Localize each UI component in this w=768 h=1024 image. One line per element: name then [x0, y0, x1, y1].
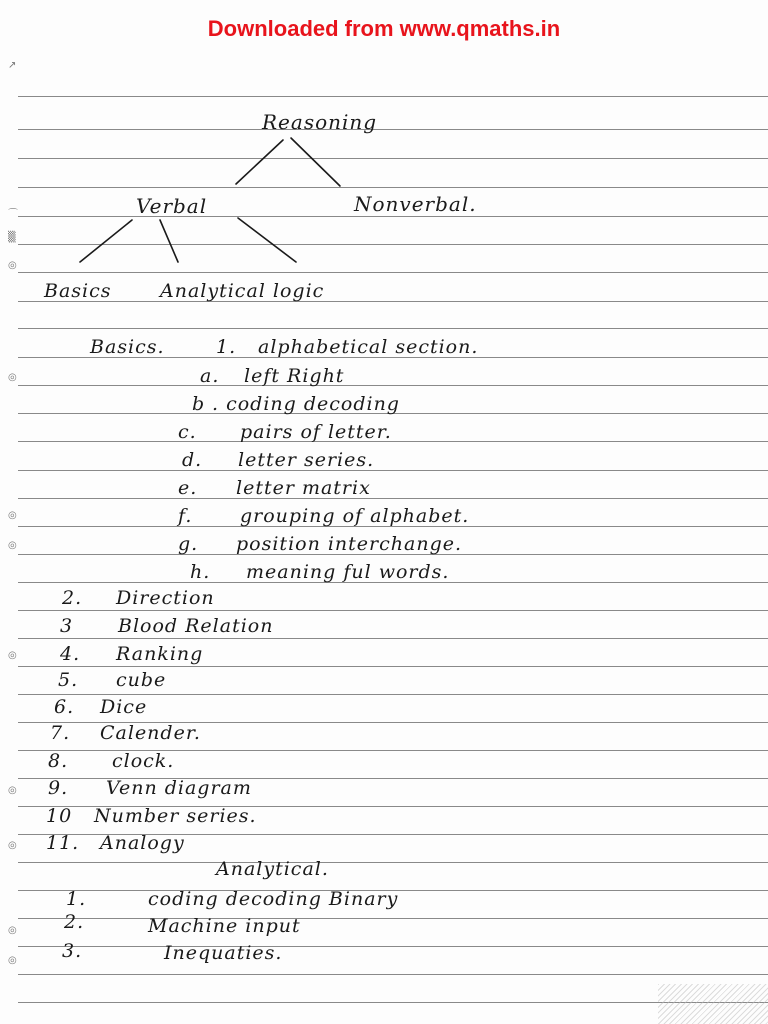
item-label: Blood Relation [118, 615, 274, 637]
tree-root-label: Reasoning [262, 110, 378, 134]
margin-mark-icon: ◎ [8, 260, 17, 271]
ruled-line [18, 328, 768, 329]
subitem-label: pairs of letter. [240, 421, 392, 443]
subitem-letter: b [192, 393, 206, 415]
item-label: Calender. [100, 722, 201, 744]
item-number: 11. [46, 832, 80, 854]
subitem-label: meaning ful words. [246, 561, 450, 583]
tree-analytical-logic-label: Analytical logic [160, 280, 325, 302]
subitem-label: left Right [244, 365, 345, 387]
item-number: 2. [62, 587, 83, 609]
ruled-line [18, 441, 768, 442]
ruled-line [18, 946, 768, 947]
margin-mark-icon: ◎ [8, 785, 17, 796]
basics-item-number: 1. [216, 336, 237, 358]
item-number: 7. [50, 722, 71, 744]
item-label: Number series. [94, 805, 257, 827]
item-label: Venn diagram [106, 777, 252, 799]
analytical-item-label: Inequaties. [164, 942, 283, 964]
item-label: Ranking [116, 643, 204, 665]
ruled-line [18, 862, 768, 863]
tree-verbal-label: Verbal [136, 194, 208, 218]
subitem-label: . coding decoding [212, 393, 400, 415]
margin-mark-icon: ⌒ [8, 209, 18, 220]
ruled-line [18, 385, 768, 386]
subitem-letter: a. [200, 365, 220, 387]
analytical-item-label: Machine input [148, 915, 301, 937]
analytical-item-number: 1. [66, 888, 87, 910]
subitem-letter: e. [178, 477, 198, 499]
subitem-letter: h. [190, 561, 211, 583]
margin-mark-icon: ◎ [8, 840, 17, 851]
ruled-line [18, 470, 768, 471]
subitem-letter: d. [182, 449, 203, 471]
basics-heading: Basics. [90, 336, 165, 358]
margin-mark-icon: ▒ [8, 232, 16, 243]
item-number: 10 [46, 805, 73, 827]
margin-mark-icon: ◎ [8, 510, 17, 521]
ruled-line [18, 1002, 768, 1003]
margin-mark-icon: ◎ [8, 925, 17, 936]
item-number: 8. [48, 750, 69, 772]
analytical-item-label: coding decoding Binary [148, 888, 399, 910]
item-label: cube [116, 669, 167, 691]
subitem-letter: f. [178, 505, 193, 527]
margin-mark-icon: ◎ [8, 540, 17, 551]
analytical-item-number: 2. [64, 911, 85, 933]
tree-basics-label: Basics [44, 280, 112, 302]
basics-item-label: alphabetical section. [258, 336, 479, 358]
ruled-line [18, 974, 768, 975]
scan-shadow [658, 984, 768, 1024]
ruled-line [18, 918, 768, 919]
item-label: clock. [112, 750, 175, 772]
item-number: 4. [60, 643, 81, 665]
ruled-line [18, 498, 768, 499]
item-label: Analogy [100, 832, 185, 854]
tree-line-verbal-basics [80, 220, 132, 262]
item-number: 9. [48, 777, 69, 799]
tree-line-verbal-logic [238, 218, 296, 262]
tree-line-root-nonverbal [291, 138, 340, 186]
ruled-line [18, 638, 768, 639]
item-number: 3 [60, 615, 74, 637]
subitem-label: position interchange. [236, 533, 463, 555]
subitem-label: letter series. [238, 449, 375, 471]
subitem-letter: g. [178, 533, 199, 555]
analytical-heading: Analytical. [216, 858, 329, 880]
item-number: 6. [54, 696, 75, 718]
subitem-label: letter matrix [236, 477, 371, 499]
download-notice: Downloaded from www.qmaths.in [207, 16, 561, 41]
ruled-line [18, 301, 768, 302]
ruled-line [18, 610, 768, 611]
item-number: 5. [58, 669, 79, 691]
margin-mark-icon: ↗ [8, 60, 17, 71]
tree-line-root-verbal [236, 140, 283, 184]
tree-line-verbal-analytical [160, 220, 178, 262]
reasoning-tree-lines [0, 0, 768, 300]
margin-mark-icon: ◎ [8, 372, 17, 383]
item-label: Dice [100, 696, 148, 718]
analytical-item-number: 3. [62, 940, 83, 962]
subitem-letter: c. [178, 421, 197, 443]
margin-mark-icon: ◎ [8, 955, 17, 966]
margin-mark-icon: ◎ [8, 650, 17, 661]
ruled-line [18, 694, 768, 695]
tree-nonverbal-label: Nonverbal. [354, 192, 477, 216]
subitem-label: grouping of alphabet. [240, 505, 470, 527]
ruled-line [18, 666, 768, 667]
item-label: Direction [116, 587, 215, 609]
